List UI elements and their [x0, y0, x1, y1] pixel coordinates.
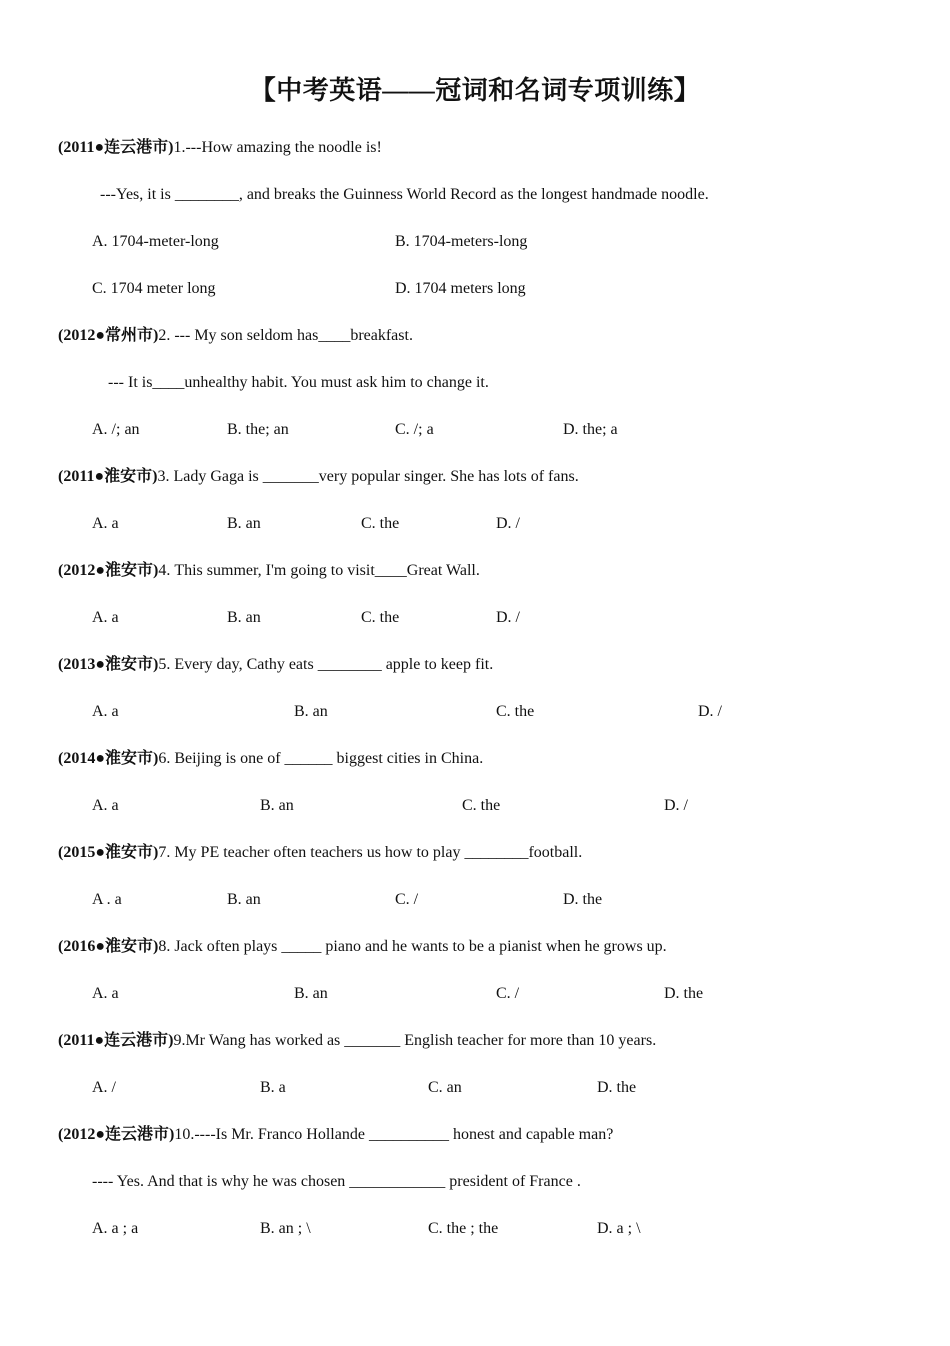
option-c: C. an [428, 1079, 462, 1096]
question-stem: 9.Mr Wang has worked as _______ English teacher for more than 10 years. [173, 1032, 657, 1049]
option-d: D. the; a [563, 421, 618, 438]
option-b: B. an [294, 985, 328, 1002]
question-3 [58, 467, 579, 487]
question-source: (2012●连云港市) [58, 1126, 175, 1143]
question-5 [58, 655, 493, 675]
question-source: (2012●常州市) [58, 327, 159, 344]
question-source: (2011●淮安市) [58, 468, 158, 485]
option-c: C. /; a [395, 421, 434, 438]
question-7 [58, 843, 582, 863]
question-source: (2012●淮安市) [58, 562, 159, 579]
option-c: C. 1704 meter long [92, 280, 216, 297]
question-source: (2016●淮安市) [58, 938, 159, 955]
option-b: B. 1704-meters-long [395, 233, 528, 250]
question-10 [58, 1125, 613, 1145]
question-stem: 8. Jack often plays _____ piano and he wants to be a pianist when he grows up. [158, 938, 667, 955]
question-source: (2011●连云港市) [58, 1032, 174, 1049]
option-a: A. a [92, 609, 119, 626]
page-title: 【中考英语——冠词和名词专项训练】 [249, 76, 701, 105]
option-d: D. the [664, 985, 704, 1002]
option-c: C. the [496, 703, 535, 720]
option-d: D. a ; \ [597, 1220, 641, 1237]
option-b: B. a [260, 1079, 286, 1096]
question-stem: 2. --- My son seldom has____breakfast. [158, 327, 413, 344]
option-b: B. the; an [227, 421, 289, 438]
option-d: D. the [563, 891, 603, 908]
option-a: A. a [92, 797, 119, 814]
option-d: D. / [496, 609, 520, 626]
question-source: (2015●淮安市) [58, 844, 159, 861]
question-stem: 10.----Is Mr. Franco Hollande __________ honest and capable man? [174, 1126, 614, 1143]
option-d: D. / [698, 703, 722, 720]
question-source: (2013●淮安市) [58, 656, 159, 673]
option-d: D. / [496, 515, 520, 532]
question-stem: 7. My PE teacher often teachers us how to play ________football. [158, 844, 583, 861]
question-source: (2014●淮安市) [58, 750, 159, 767]
question-stem: 5. Every day, Cathy eats ________ apple to keep fit. [158, 656, 494, 673]
question-stem: 3. Lady Gaga is _______very popular singer. She has lots of fans. [157, 468, 579, 485]
option-d: D. / [664, 797, 688, 814]
option-b: B. an [227, 891, 261, 908]
question-stem: 6. Beijing is one of ______ biggest cities in China. [158, 750, 484, 767]
question-stem: 1.---How amazing the noodle is! [173, 139, 382, 156]
option-c: C. / [496, 985, 520, 1002]
option-d: D. 1704 meters long [395, 280, 526, 297]
option-d: D. the [597, 1079, 637, 1096]
question-4 [58, 561, 480, 581]
option-b: B. an [227, 609, 261, 626]
option-c: C. the [361, 515, 400, 532]
option-c: C. / [395, 891, 419, 908]
option-c: C. the [462, 797, 501, 814]
option-b: B. an [260, 797, 294, 814]
question-8 [58, 937, 667, 957]
option-c: C. the [361, 609, 400, 626]
option-a: A. a [92, 703, 119, 720]
question-6 [58, 749, 483, 769]
option-a: A. /; an [92, 421, 140, 438]
option-c: C. the ; the [428, 1220, 499, 1237]
option-a: A. a [92, 515, 119, 532]
question-2-dialogue: --- It is____unhealthy habit. You must ask him to change it. [108, 374, 489, 391]
option-a: A . a [92, 891, 122, 908]
question-10-dialogue: ---- Yes. And that is why he was chosen ____________ president of France . [92, 1173, 581, 1190]
option-a: A. / [92, 1079, 116, 1096]
question-9 [58, 1031, 656, 1051]
question-1 [58, 138, 382, 158]
question-2 [58, 326, 413, 346]
question-1-dialogue: ---Yes, it is ________, and breaks the Guinness World Record as the longest handmade noodle. [100, 186, 709, 203]
option-a: A. a ; a [92, 1220, 139, 1237]
option-b: B. an [294, 703, 328, 720]
option-b: B. an [227, 515, 261, 532]
option-a: A. a [92, 985, 119, 1002]
question-source: (2011●连云港市) [58, 139, 174, 156]
question-stem: 4. This summer, I'm going to visit____Great Wall. [158, 562, 480, 579]
option-a: A. 1704-meter-long [92, 233, 219, 250]
option-b: B. an ; \ [260, 1220, 311, 1237]
